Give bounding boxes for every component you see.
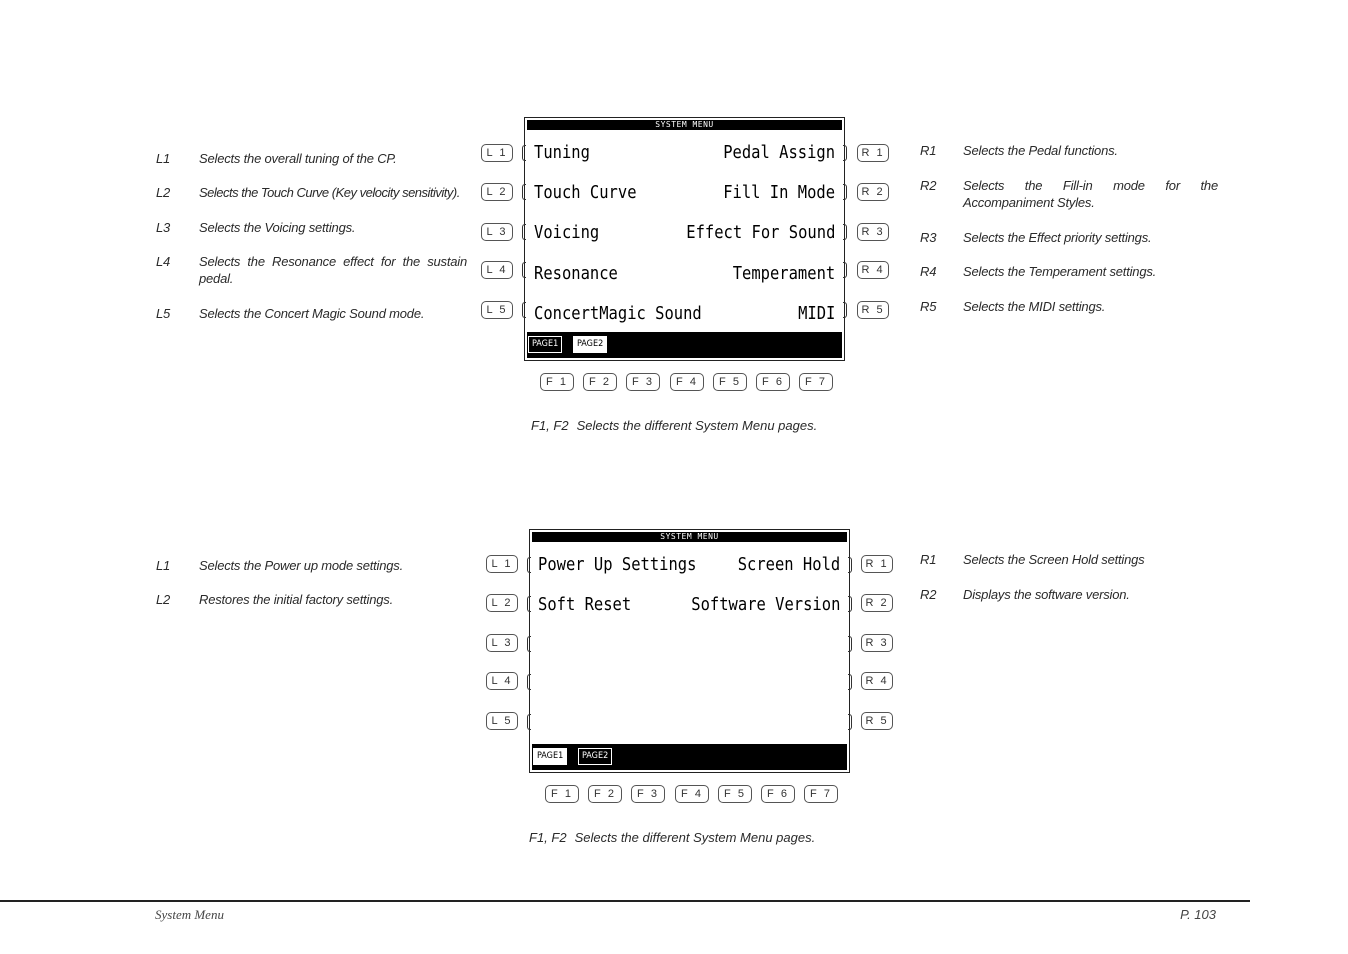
bracket-r3 bbox=[848, 636, 852, 652]
button-l5[interactable]: L 5 bbox=[486, 712, 518, 730]
desc-key: L2 bbox=[156, 185, 171, 200]
menu-item-pedal-assign[interactable]: Pedal Assign bbox=[723, 142, 835, 163]
desc-text: Selects the Temperament settings. bbox=[963, 264, 1157, 279]
button-f2[interactable]: F 2 bbox=[583, 373, 617, 391]
screen-title: SYSTEM MENU bbox=[532, 532, 847, 542]
right-desc-r5 bbox=[920, 298, 1220, 315]
button-l1[interactable]: L 1 bbox=[486, 555, 518, 573]
caption-text: Selects the different System Menu pages. bbox=[574, 830, 816, 845]
button-r4[interactable]: R 4 bbox=[857, 261, 889, 279]
desc-key: L2 bbox=[156, 592, 171, 607]
desc-key: L1 bbox=[156, 558, 171, 573]
button-r2[interactable]: R 2 bbox=[857, 183, 889, 201]
bracket-r1 bbox=[843, 145, 847, 161]
desc-key: L3 bbox=[156, 220, 171, 235]
desc-key: R2 bbox=[920, 587, 937, 602]
desc-text: Selects the Voicing settings. bbox=[199, 220, 356, 235]
bracket-r2 bbox=[843, 184, 847, 200]
menu-item-temperament[interactable]: Temperament bbox=[732, 263, 835, 284]
menu-item-concertmagic-sound[interactable]: ConcertMagic Sound bbox=[534, 303, 702, 324]
button-r3[interactable]: R 3 bbox=[857, 223, 889, 241]
button-r5[interactable]: R 5 bbox=[861, 712, 893, 730]
menu-item-tuning[interactable]: Tuning bbox=[534, 142, 590, 163]
button-f7[interactable]: F 7 bbox=[799, 373, 833, 391]
bracket-r4 bbox=[843, 262, 847, 278]
right-desc-r3 bbox=[920, 229, 1220, 246]
left-desc-l1-page2 bbox=[156, 557, 468, 574]
desc-key: L1 bbox=[156, 151, 171, 166]
page-tab-bar bbox=[527, 332, 842, 358]
left-desc-l2 bbox=[156, 184, 468, 201]
desc-text: Selects the Screen Hold settings bbox=[963, 552, 1145, 567]
button-f6[interactable]: F 6 bbox=[756, 373, 790, 391]
bracket-r2 bbox=[848, 596, 852, 612]
caption-text: Selects the different System Menu pages. bbox=[576, 418, 818, 433]
button-r1[interactable]: R 1 bbox=[857, 144, 889, 162]
desc-key: R1 bbox=[920, 143, 937, 158]
bracket-r1 bbox=[848, 557, 852, 573]
left-desc-l4 bbox=[156, 253, 468, 289]
button-f3[interactable]: F 3 bbox=[626, 373, 660, 391]
desc-key: R3 bbox=[920, 230, 937, 245]
caption-f1-f2 bbox=[529, 830, 815, 845]
tab-page1[interactable]: PAGE1 bbox=[528, 336, 562, 353]
right-desc-r4 bbox=[920, 263, 1220, 280]
bracket-l1 bbox=[527, 557, 531, 573]
desc-text: Selects the Pedal functions. bbox=[963, 143, 1118, 158]
button-l2[interactable]: L 2 bbox=[486, 594, 518, 612]
button-f7[interactable]: F 7 bbox=[804, 785, 838, 803]
button-l3[interactable]: L 3 bbox=[486, 634, 518, 652]
desc-text: Selects the overall tuning of the CP. bbox=[199, 151, 397, 166]
right-desc-r1 bbox=[920, 142, 1220, 159]
button-l2[interactable]: L 2 bbox=[481, 183, 513, 201]
system-menu-screen-page1 bbox=[524, 117, 845, 361]
desc-key: R1 bbox=[920, 552, 937, 567]
button-r5[interactable]: R 5 bbox=[857, 301, 889, 319]
button-f2[interactable]: F 2 bbox=[588, 785, 622, 803]
left-desc-l5 bbox=[156, 305, 468, 322]
button-f5[interactable]: F 5 bbox=[718, 785, 752, 803]
bracket-l3 bbox=[527, 636, 531, 652]
desc-key: R2 bbox=[920, 178, 937, 193]
bracket-l2 bbox=[527, 596, 531, 612]
page-number: P. 103 bbox=[1180, 907, 1216, 922]
desc-text: Selects the Touch Curve (Key velocity sensitivity). bbox=[199, 185, 460, 200]
left-desc-l1 bbox=[156, 150, 468, 167]
button-r2[interactable]: R 2 bbox=[861, 594, 893, 612]
button-l4[interactable]: L 4 bbox=[486, 672, 518, 690]
menu-item-screen-hold[interactable]: Screen Hold bbox=[737, 554, 840, 575]
menu-item-soft-reset[interactable]: Soft Reset bbox=[538, 594, 632, 615]
button-f4[interactable]: F 4 bbox=[675, 785, 709, 803]
caption-key: F1, F2 bbox=[531, 418, 569, 433]
menu-item-resonance[interactable]: Resonance bbox=[534, 263, 618, 284]
button-f1[interactable]: F 1 bbox=[540, 373, 574, 391]
left-desc-l3 bbox=[156, 219, 468, 236]
desc-text: Selects the Fill-in mode for the Accompaniment Styles. bbox=[963, 178, 1218, 210]
footer-section-title: System Menu bbox=[155, 907, 224, 922]
menu-item-touch-curve[interactable]: Touch Curve bbox=[534, 182, 637, 203]
desc-text: Restores the initial factory settings. bbox=[199, 592, 393, 607]
bracket-l4 bbox=[527, 674, 531, 690]
desc-key: R5 bbox=[920, 299, 937, 314]
bracket-r5 bbox=[843, 302, 847, 318]
button-l5[interactable]: L 5 bbox=[481, 301, 513, 319]
button-f5[interactable]: F 5 bbox=[713, 373, 747, 391]
caption-key: F1, F2 bbox=[529, 830, 567, 845]
bracket-l3 bbox=[522, 224, 526, 240]
menu-item-voicing[interactable]: Voicing bbox=[534, 222, 600, 243]
screen-title: SYSTEM MENU bbox=[527, 120, 842, 130]
button-l3[interactable]: L 3 bbox=[481, 223, 513, 241]
menu-item-power-up-settings[interactable]: Power Up Settings bbox=[538, 554, 697, 575]
menu-item-fill-in-mode[interactable]: Fill In Mode bbox=[723, 182, 835, 203]
bracket-r3 bbox=[843, 224, 847, 240]
footer-rule bbox=[0, 900, 1250, 902]
desc-text: Selects the Concert Magic Sound mode. bbox=[199, 306, 425, 321]
button-f6[interactable]: F 6 bbox=[761, 785, 795, 803]
caption-f1-f2 bbox=[531, 418, 817, 433]
desc-text: Selects the Power up mode settings. bbox=[199, 558, 404, 573]
menu-item-software-version[interactable]: Software Version bbox=[690, 594, 840, 615]
desc-text: Selects the Effect priority settings. bbox=[963, 230, 1152, 245]
button-l1[interactable]: L 1 bbox=[481, 144, 513, 162]
left-desc-l2-page2 bbox=[156, 591, 468, 608]
bracket-l1 bbox=[522, 145, 526, 161]
bracket-l2 bbox=[522, 184, 526, 200]
menu-item-midi[interactable]: MIDI bbox=[797, 303, 835, 324]
right-desc-r2-page2 bbox=[920, 586, 1220, 603]
menu-item-effect-for-sound[interactable]: Effect For Sound bbox=[685, 222, 835, 243]
desc-key: L5 bbox=[156, 306, 171, 321]
button-f3[interactable]: F 3 bbox=[631, 785, 665, 803]
tab-page2[interactable]: PAGE2 bbox=[578, 748, 612, 765]
button-r3[interactable]: R 3 bbox=[861, 634, 893, 652]
bracket-l5 bbox=[522, 302, 526, 318]
tab-page1[interactable]: PAGE1 bbox=[533, 748, 567, 765]
button-f4[interactable]: F 4 bbox=[670, 373, 704, 391]
desc-text: Displays the software version. bbox=[963, 587, 1130, 602]
button-f1[interactable]: F 1 bbox=[545, 785, 579, 803]
bracket-r5 bbox=[848, 714, 852, 730]
tab-page2[interactable]: PAGE2 bbox=[573, 336, 607, 353]
bracket-l4 bbox=[522, 262, 526, 278]
button-r4[interactable]: R 4 bbox=[861, 672, 893, 690]
desc-key: L4 bbox=[156, 254, 171, 269]
desc-text: Selects the MIDI settings. bbox=[963, 299, 1106, 314]
desc-key: R4 bbox=[920, 264, 937, 279]
button-l4[interactable]: L 4 bbox=[481, 261, 513, 279]
button-r1[interactable]: R 1 bbox=[861, 555, 893, 573]
right-desc-r1-page2 bbox=[920, 551, 1220, 568]
right-desc-r2 bbox=[920, 177, 1220, 213]
desc-text: Selects the Resonance effect for the sustain pedal. bbox=[199, 254, 467, 286]
bracket-l5 bbox=[527, 714, 531, 730]
page-tab-bar bbox=[532, 744, 847, 770]
system-menu-screen-page2 bbox=[529, 529, 850, 773]
bracket-r4 bbox=[848, 674, 852, 690]
